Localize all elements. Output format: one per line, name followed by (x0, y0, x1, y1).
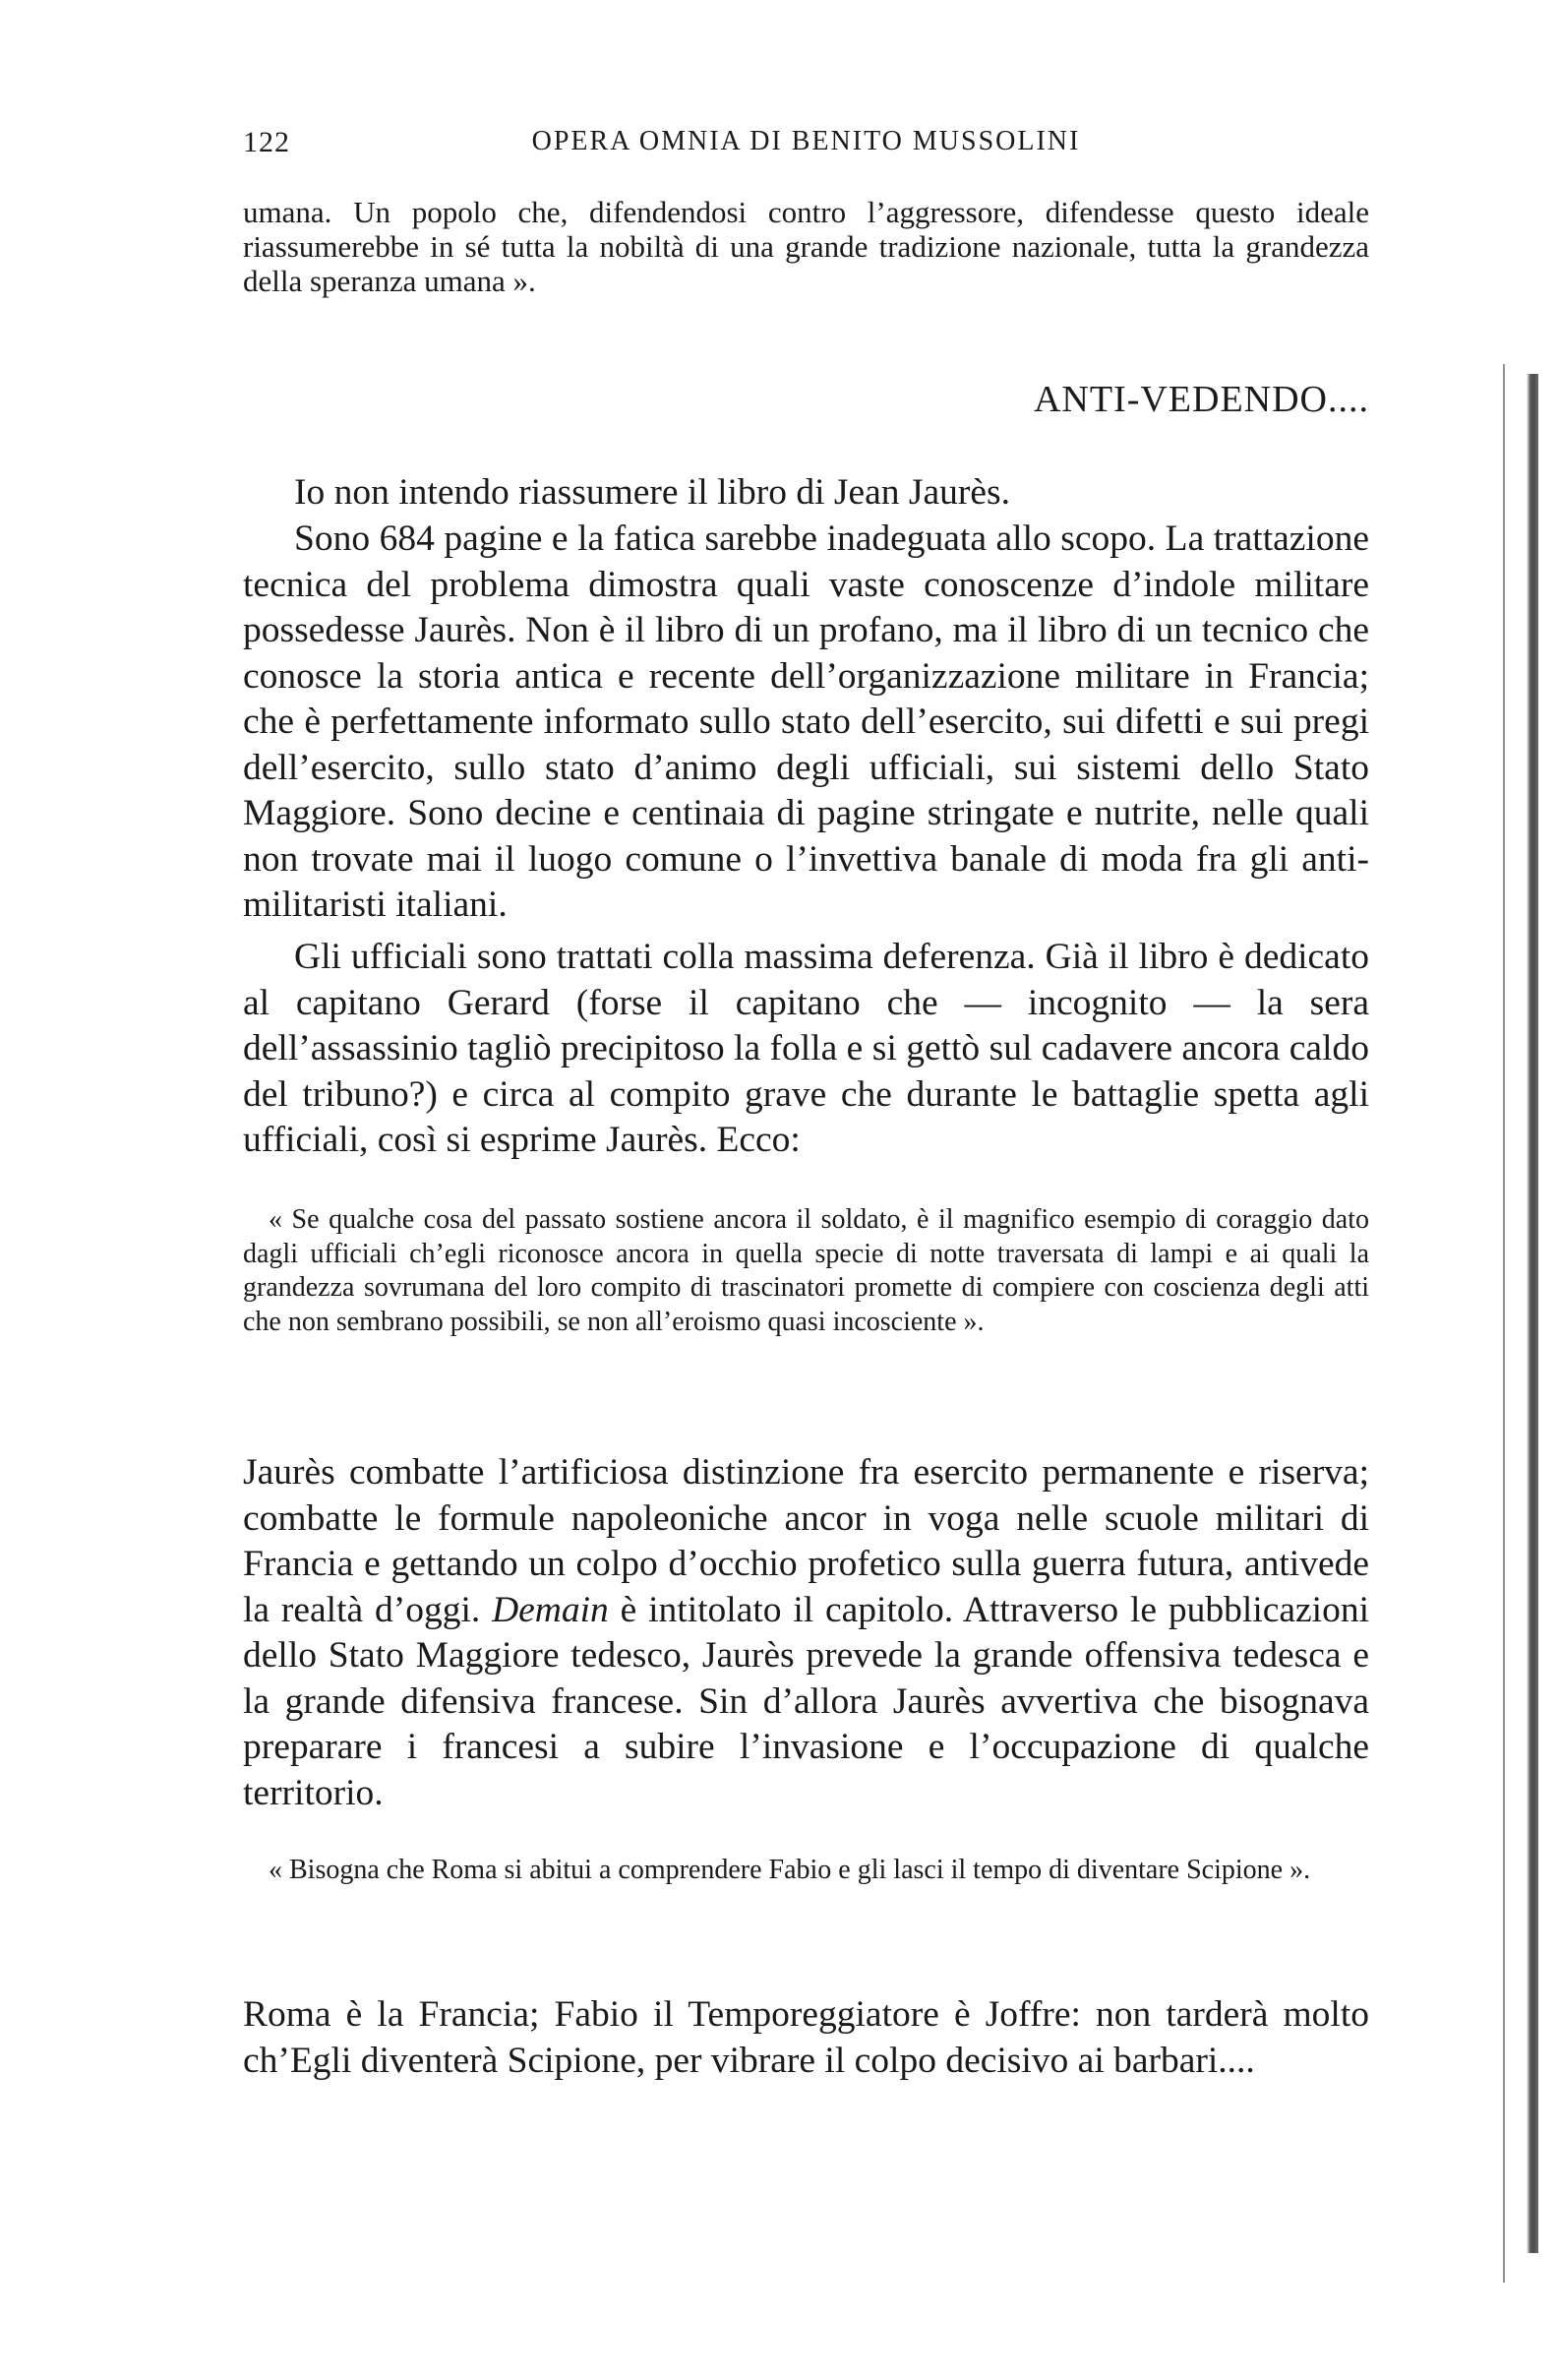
opening-paragraph: umana. Un popolo che, difendendosi contro l’aggressore, difendesse questo ideale riassumerebbe in sé tutta la nobiltà di una grande tradizione nazionale, tutta la grandezza della speranza umana ». (243, 195, 1369, 298)
section-title: ANTI-VEDENDO.... (1033, 379, 1369, 420)
paragraph-book-description: Sono 684 pagine e la fatica sarebbe inadeguata allo scopo. La trattazione tecnica del problema dimostra quali vaste conoscenze d’indole militare possedesse Jaurès. Non è il libro di un profano, ma il libro di un tecnico che conosce la storia antica e recente dell’organizzazione militare in Francia; che è perfettamente informato sullo stato dell’esercito, sui difetti e sui pregi dell’esercito, sullo stato d’animo degli ufficiali, sui sistemi dello Stato Maggiore. Sono decine e centinaia di pagine stringate e nutrite, nelle quali non trovate mai il luogo comune o l’invettiva banale di moda fra gli anti-militaristi italiani. (243, 519, 1369, 925)
paragraph-distinction (243, 1450, 1369, 1816)
page-header (243, 126, 1369, 165)
running-title: OPERA OMNIA DI BENITO MUSSOLINI (531, 126, 1081, 156)
paragraph-intro: Io non intendo riassumere il libro di Jean Jaurès. (294, 472, 1010, 513)
quote-fabio: « Bisogna che Roma si abitui a comprendere Fabio e gli lasci il tempo di diventare Scipione ». (269, 1855, 1311, 1885)
page-number: 122 (243, 126, 290, 158)
scan-edge-shadow (1527, 374, 1538, 2253)
paragraph-conclusion: Roma è la Francia; Fabio il Temporeggiatore è Joffre: non tarderà molto ch’Egli diventerà Scipione, per vibrare il colpo decisivo ai barbari.... (243, 1994, 1369, 2081)
quote-officers: « Se qualche cosa del passato sostiene ancora il soldato, è il magnifico esempio di coraggio dato dagli ufficiali ch’egli riconosce ancora in quella specie di notte traversata di lampi e ai quali la grandezza sovrumana del loro compito di trascinatori promette di compiere con coscienza degli atti che non sembrano possibili, se non all’eroismo quasi incosciente ». (243, 1204, 1369, 1337)
paragraph-distinction-text-a: Jaurès combatte l’artificiosa distinzione fra esercito permanente e riserva; combatte le formule napoleoniche ancor in voga nelle scuole militari di Francia e gettando un colpo d’occhio profetico sulla guerra futura, antivede la realtà d’oggi. (243, 1452, 1369, 1630)
scan-edge-line (1503, 364, 1505, 2283)
paragraph-officers: Gli ufficiali sono trattati colla massima deferenza. Già il libro è dedicato al capitano Gerard (forse il capitano che — incognito — la sera dell’assassinio tagliò precipitoso la folla e si gettò sul cadavere ancora caldo del tribuno?) e circa al compito grave che durante le battaglie spetta agli ufficiali, così si esprime Jaurès. Ecco: (243, 937, 1369, 1160)
demain-title: Demain (492, 1589, 609, 1630)
paragraph-distinction-text-b: è intitolato il capitolo. Attraverso le pubblicazioni dello Stato Maggiore tedesco, Jaurès prevede la grande offensiva tedesca e la grande difensiva francese. Sin d’allora Jaurès avvertiva che bisognava preparare i francesi a subire l’invasione e l’occupazione di qualche territorio. (243, 1589, 1370, 1813)
